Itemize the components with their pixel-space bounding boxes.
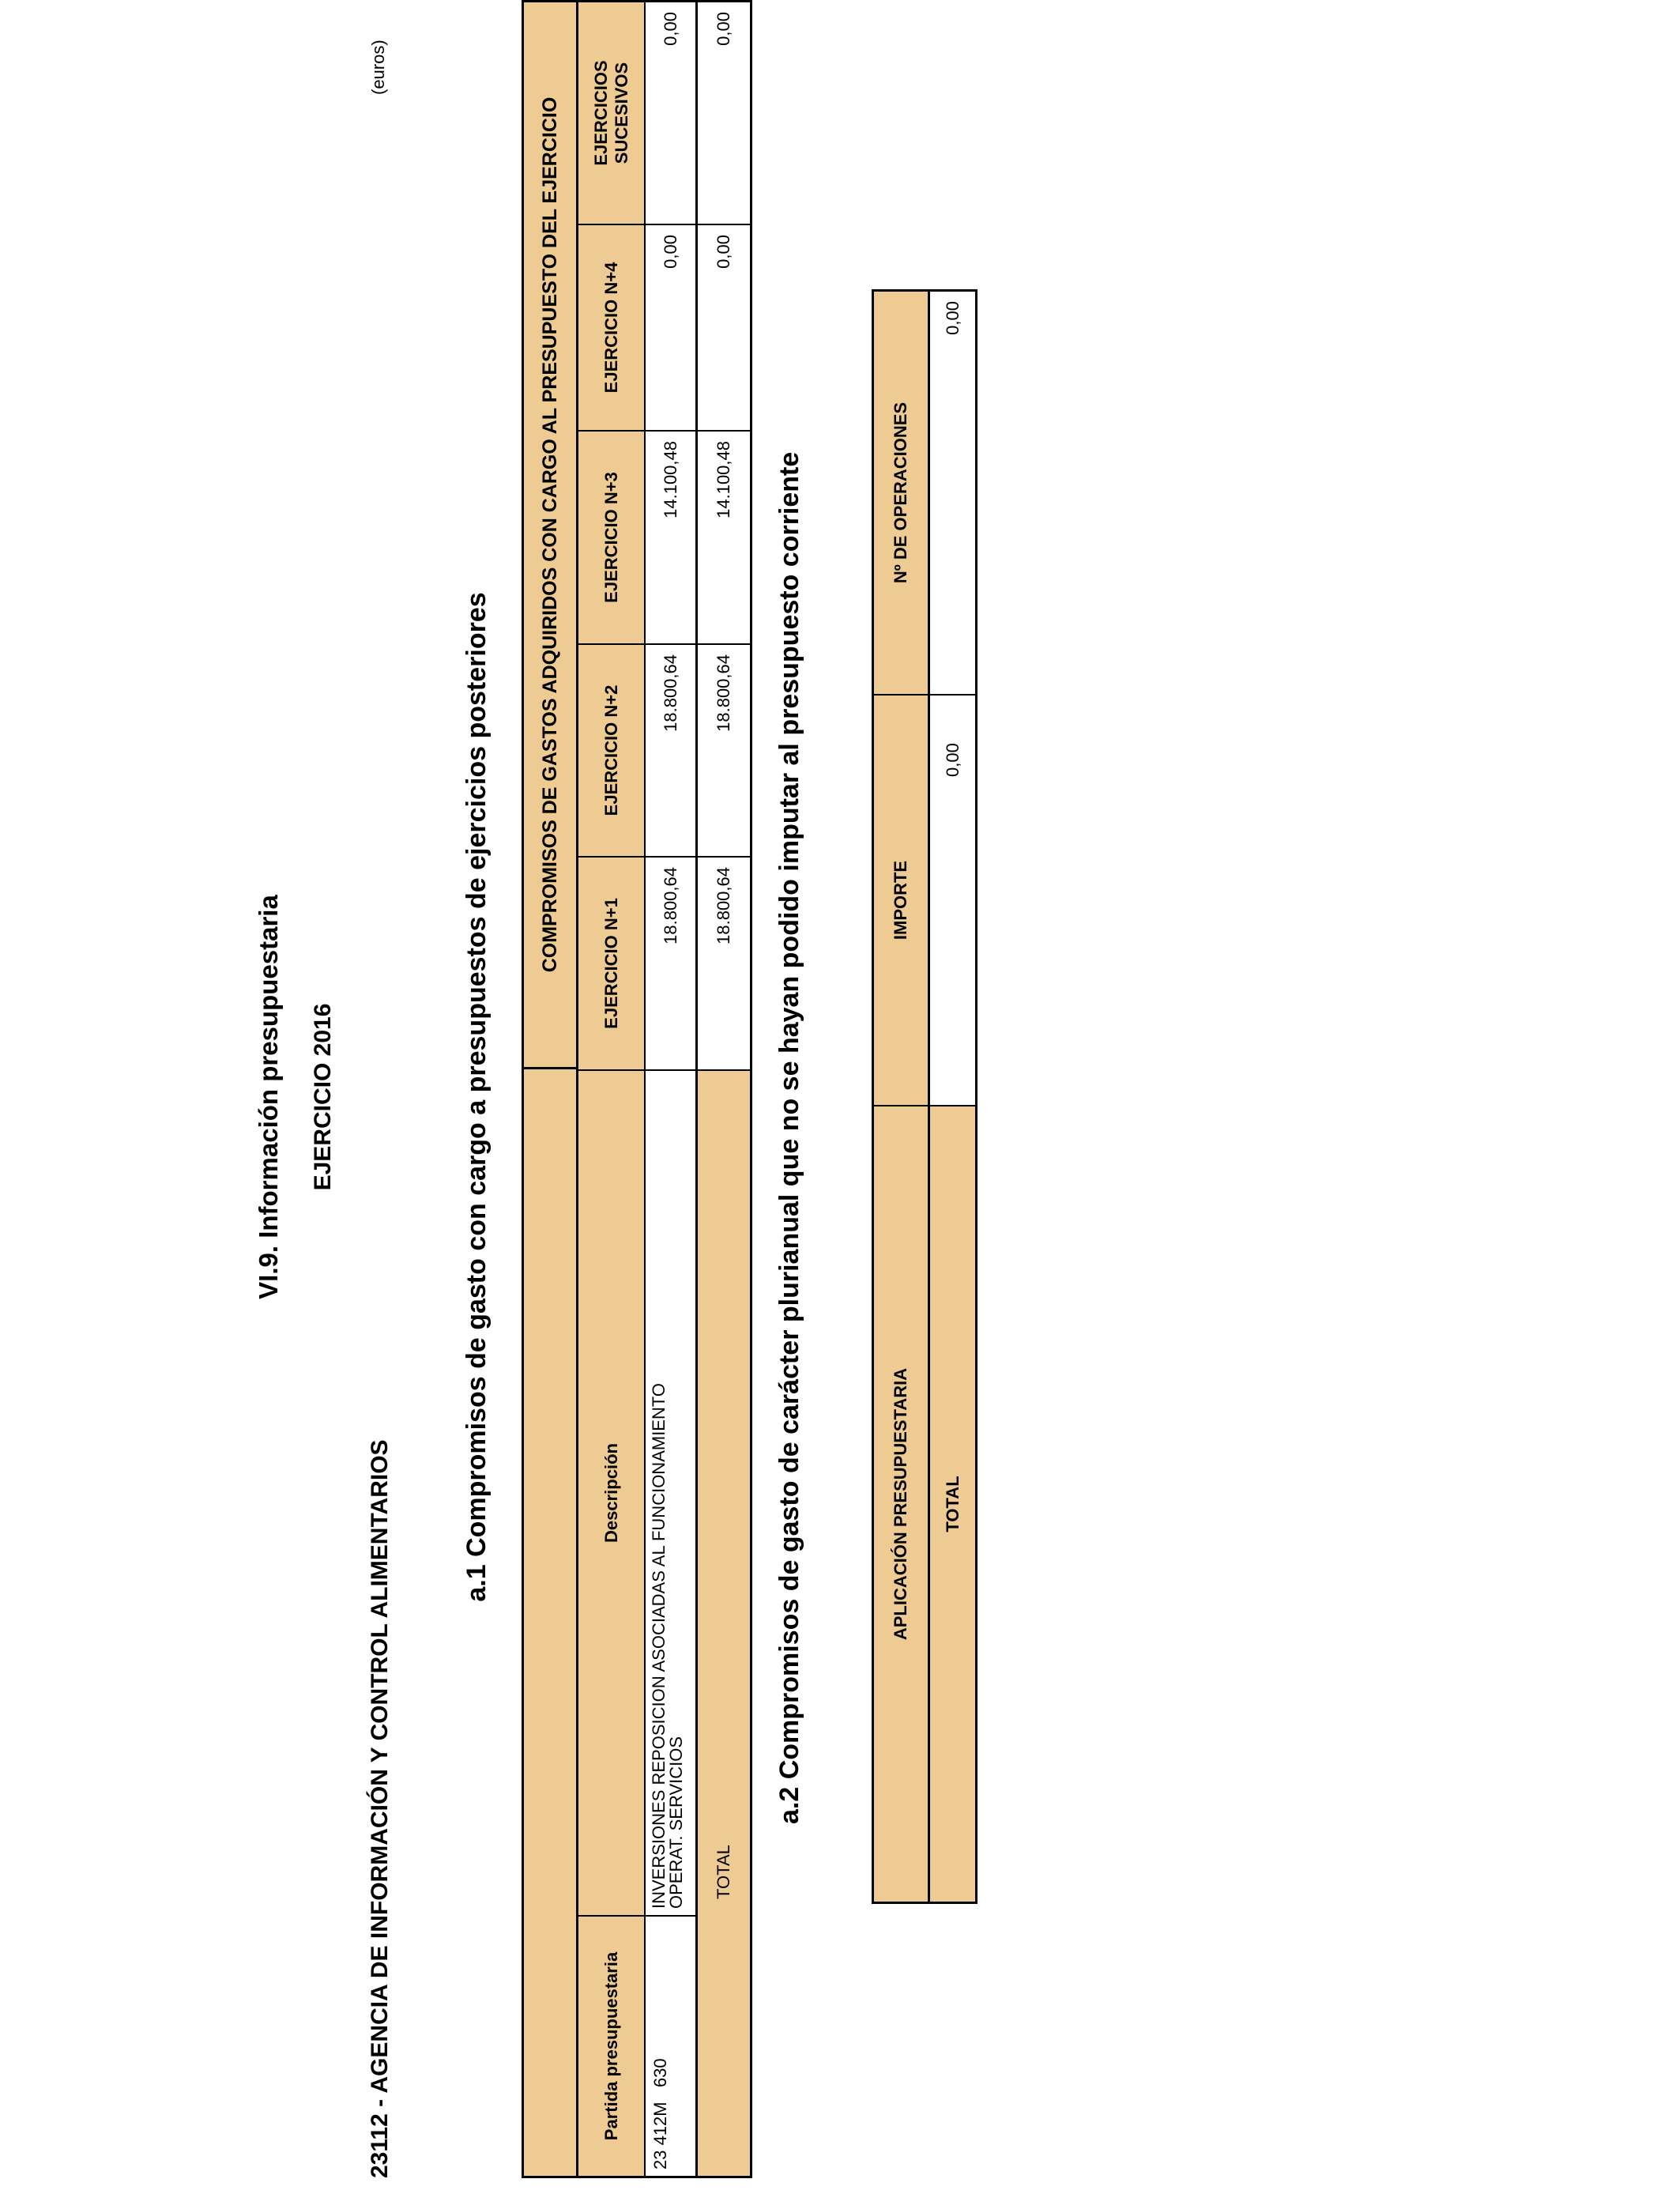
col-header-aplicacion: APLICACIÓN PRESUPUESTARIA (872, 1105, 930, 1904)
agency-name: 23112 - AGENCIA DE INFORMACIÓN Y CONTROL ALIMENTARIOS (367, 1439, 393, 2178)
total-row-sucesivos: 0,00 (698, 0, 752, 224)
table-a2 (872, 289, 977, 1904)
table-row-partida: 23 412M 630 (646, 1915, 698, 2178)
col-header-descripcion: Descripción (578, 1069, 646, 1915)
col-header-n3: EJERCICIO N+3 (578, 430, 646, 643)
currency-unit: (euros) (368, 40, 388, 95)
col-header-sucesivos: EJERCICIOS SUCESIVOS (578, 0, 646, 224)
table-a1-group-header: COMPROMISOS DE GASTOS ADQUIRIDOS CON CARGO AL PRESUPUESTO DEL EJERCICIO (522, 0, 578, 1069)
a2-total-operaciones: 0,00 (930, 289, 977, 694)
a2-total-importe: 0,00 (930, 694, 977, 1105)
col-header-operaciones: Nº DE OPERACIONES (872, 289, 930, 694)
col-header-n2: EJERCICIO N+2 (578, 643, 646, 856)
table-a1-header-spacer (522, 1069, 578, 2178)
table-a1 (522, 0, 752, 2178)
table-row-sucesivos: 0,00 (646, 0, 698, 224)
table-row-n2: 18.800,64 (646, 643, 698, 856)
total-row-label: TOTAL (698, 1069, 752, 1915)
table-row-n3: 14.100,48 (646, 430, 698, 643)
col-header-n1: EJERCICIO N+1 (578, 856, 646, 1069)
table-row-descripcion: INVERSIONES REPOSICION ASOCIADAS AL FUNCIONAMIENTO OPERAT. SERVICIOS (646, 1069, 698, 1915)
table-row-n4: 0,00 (646, 224, 698, 430)
col-header-importe: IMPORTE (872, 694, 930, 1105)
page-title: VI.9. Información presupuestaria (254, 895, 283, 1299)
section-a2-title: a.2 Compromisos de gasto de carácter plurianual que no se hayan podido imputar al presupuesto corriente (774, 451, 804, 1824)
total-row-n2: 18.800,64 (698, 643, 752, 856)
total-row-spacer (698, 1915, 752, 2178)
table-row-n1: 18.800,64 (646, 856, 698, 1069)
col-header-n4: EJERCICIO N+4 (578, 224, 646, 430)
total-row-n1: 18.800,64 (698, 856, 752, 1069)
col-header-partida: Partida presupuestaria (578, 1915, 646, 2178)
a2-total-label: TOTAL (930, 1105, 977, 1904)
section-a1-title: a.1 Compromisos de gasto con cargo a presupuestos de ejercicios posteriores (461, 592, 492, 1602)
fiscal-year: EJERCICIO 2016 (310, 1003, 336, 1191)
total-row-n4: 0,00 (698, 224, 752, 430)
total-row-n3: 14.100,48 (698, 430, 752, 643)
